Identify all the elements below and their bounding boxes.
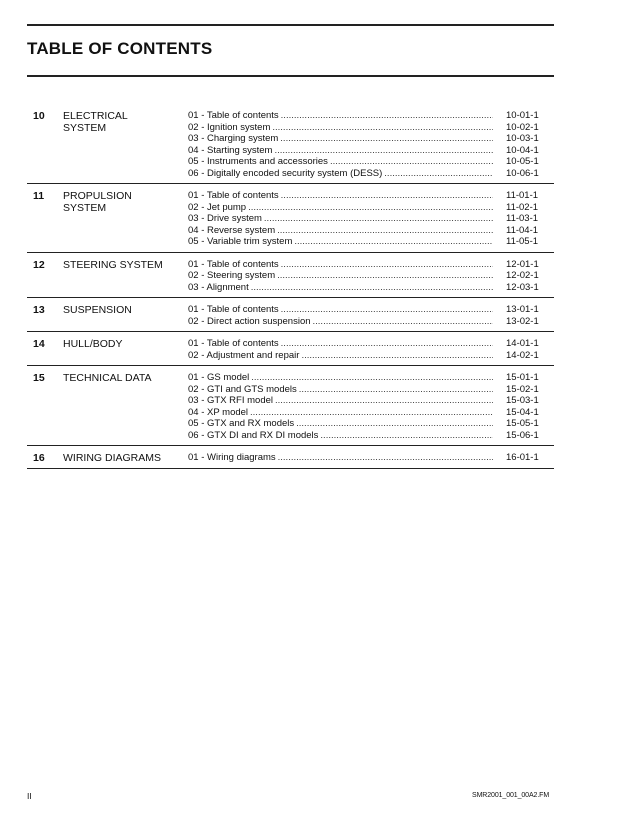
toc-entry[interactable] bbox=[188, 122, 554, 134]
table-of-contents bbox=[27, 104, 554, 469]
section-name bbox=[63, 372, 183, 384]
toc-entry[interactable] bbox=[188, 395, 554, 407]
entry-page: 10-01-1 bbox=[506, 110, 539, 121]
dot-leader bbox=[320, 430, 493, 442]
entry-page: 14-01-1 bbox=[506, 338, 539, 349]
entry-title: 06 - Digitally encoded security system (DESS) bbox=[188, 167, 383, 179]
entry-page: 11-03-1 bbox=[506, 213, 539, 224]
entry-title: 05 - Instruments and accessories bbox=[188, 156, 328, 167]
toc-section bbox=[27, 446, 554, 469]
entry-title: 02 - Steering system bbox=[188, 270, 276, 281]
toc-section bbox=[27, 253, 554, 299]
entry-title: 04 - Starting system bbox=[188, 144, 273, 156]
section-entries bbox=[188, 372, 554, 441]
entry-page: 10-03-1 bbox=[506, 133, 539, 144]
dot-leader bbox=[248, 202, 493, 214]
toc-entry[interactable] bbox=[188, 236, 554, 248]
entry-title: 03 - Charging system bbox=[188, 133, 279, 144]
entry-title: 01 - Table of contents bbox=[188, 190, 279, 201]
toc-entry[interactable] bbox=[188, 418, 554, 430]
dot-leader bbox=[277, 270, 493, 282]
dot-leader bbox=[301, 350, 493, 362]
entry-title: 05 - GTX and RX models bbox=[188, 418, 295, 429]
toc-entry[interactable] bbox=[188, 350, 554, 362]
toc-entry[interactable] bbox=[188, 282, 554, 294]
entry-title: 06 - GTX DI and RX DI models bbox=[188, 429, 319, 441]
entry-page: 12-03-1 bbox=[506, 281, 539, 293]
section-name-line: SYSTEM bbox=[63, 202, 107, 214]
dot-leader bbox=[250, 407, 493, 419]
entry-page: 13-01-1 bbox=[506, 304, 539, 315]
entry-title: 02 - Direct action suspension bbox=[188, 315, 311, 327]
toc-section bbox=[27, 298, 554, 332]
section-name-line: ELECTRICAL bbox=[63, 110, 128, 122]
section-number: 15 bbox=[33, 372, 45, 384]
footer-file-name: SMR2001_001_00A2.FM bbox=[472, 792, 550, 799]
entry-page: 11-05-1 bbox=[506, 236, 539, 247]
section-entries bbox=[188, 110, 554, 179]
section-name bbox=[63, 452, 183, 464]
entry-page: 12-01-1 bbox=[506, 258, 539, 270]
dot-leader bbox=[299, 384, 493, 396]
dot-leader bbox=[384, 168, 493, 180]
dot-leader bbox=[281, 338, 493, 350]
toc-entry[interactable] bbox=[188, 145, 554, 157]
toc-entry[interactable] bbox=[188, 452, 554, 464]
entry-page: 14-02-1 bbox=[506, 349, 539, 361]
section-name bbox=[63, 259, 183, 271]
entry-page: 15-06-1 bbox=[506, 429, 539, 441]
entry-title: 01 - GS model bbox=[188, 372, 250, 383]
section-name-line: PROPULSION bbox=[63, 190, 132, 202]
toc-entry[interactable] bbox=[188, 430, 554, 442]
entry-page: 11-04-1 bbox=[506, 224, 539, 236]
dot-leader bbox=[275, 395, 493, 407]
toc-entry[interactable] bbox=[188, 270, 554, 282]
entry-page: 15-01-1 bbox=[506, 372, 539, 383]
section-number: 14 bbox=[33, 338, 45, 350]
section-entries bbox=[188, 338, 554, 361]
entry-title: 03 - GTX RFI model bbox=[188, 395, 273, 406]
dot-leader bbox=[251, 282, 493, 294]
entry-page: 11-01-1 bbox=[506, 190, 539, 201]
toc-section bbox=[27, 104, 554, 184]
entry-title: 03 - Drive system bbox=[188, 213, 262, 224]
toc-entry[interactable] bbox=[188, 168, 554, 180]
section-name-line: WIRING DIAGRAMS bbox=[63, 452, 162, 464]
section-number: 11 bbox=[33, 190, 45, 202]
section-number: 10 bbox=[33, 110, 45, 122]
title-rule bbox=[27, 75, 554, 77]
section-entries bbox=[188, 190, 554, 248]
entry-title: 01 - Table of contents bbox=[188, 338, 279, 349]
entry-title: 02 - GTI and GTS models bbox=[188, 383, 297, 395]
entry-page: 13-02-1 bbox=[506, 315, 539, 327]
toc-entry[interactable] bbox=[188, 316, 554, 328]
dot-leader bbox=[294, 236, 493, 248]
page-title: TABLE OF CONTENTS bbox=[27, 39, 213, 58]
entry-title: 03 - Alignment bbox=[188, 281, 249, 293]
entry-page: 12-02-1 bbox=[506, 270, 539, 281]
dot-leader bbox=[296, 418, 493, 430]
dot-leader bbox=[281, 259, 493, 271]
dot-leader bbox=[281, 110, 493, 122]
section-name-line: STEERING SYSTEM bbox=[63, 258, 163, 271]
dot-leader bbox=[281, 304, 493, 316]
entry-page: 15-02-1 bbox=[506, 383, 539, 395]
toc-section bbox=[27, 184, 554, 253]
section-entries bbox=[188, 452, 554, 464]
entry-page: 10-04-1 bbox=[506, 144, 539, 156]
dot-leader bbox=[281, 190, 493, 202]
dot-leader bbox=[274, 145, 493, 157]
toc-entry[interactable] bbox=[188, 225, 554, 237]
entry-title: 01 - Table of contents bbox=[188, 110, 279, 121]
entry-title: 02 - Jet pump bbox=[188, 201, 247, 213]
toc-section bbox=[27, 332, 554, 366]
section-name-line: SYSTEM bbox=[63, 122, 107, 134]
entry-title: 05 - Variable trim system bbox=[188, 236, 293, 247]
entry-title: 02 - Ignition system bbox=[188, 121, 271, 133]
section-name bbox=[63, 304, 183, 316]
entry-title: 01 - Table of contents bbox=[188, 304, 279, 315]
dot-leader bbox=[272, 122, 493, 134]
entry-page: 11-02-1 bbox=[506, 201, 539, 213]
entry-page: 10-06-1 bbox=[506, 167, 539, 179]
entry-title: 04 - XP model bbox=[188, 406, 249, 418]
dot-leader bbox=[278, 452, 493, 464]
dot-leader bbox=[330, 156, 493, 168]
entry-title: 04 - Reverse system bbox=[188, 224, 276, 236]
section-entries bbox=[188, 304, 554, 327]
toc-entry[interactable] bbox=[188, 338, 554, 350]
entry-title: 02 - Adjustment and repair bbox=[188, 349, 300, 361]
dot-leader bbox=[264, 213, 493, 225]
entry-page: 15-03-1 bbox=[506, 395, 539, 406]
section-name bbox=[63, 190, 183, 214]
section-number: 16 bbox=[33, 452, 45, 464]
toc-entry[interactable] bbox=[188, 156, 554, 168]
toc-entry[interactable] bbox=[188, 304, 554, 316]
toc-entry[interactable] bbox=[188, 407, 554, 419]
top-rule bbox=[27, 24, 554, 26]
toc-entry[interactable] bbox=[188, 133, 554, 145]
dot-leader bbox=[251, 372, 493, 384]
toc-entry[interactable] bbox=[188, 372, 554, 384]
toc-entry[interactable] bbox=[188, 384, 554, 396]
section-number: 13 bbox=[33, 304, 45, 316]
entry-page: 15-05-1 bbox=[506, 418, 539, 429]
section-entries bbox=[188, 259, 554, 294]
section-name-line: HULL/BODY bbox=[63, 338, 123, 350]
toc-entry[interactable] bbox=[188, 110, 554, 122]
toc-entry[interactable] bbox=[188, 190, 554, 202]
toc-entry[interactable] bbox=[188, 202, 554, 214]
toc-entry[interactable] bbox=[188, 213, 554, 225]
dot-leader bbox=[277, 225, 493, 237]
toc-entry[interactable] bbox=[188, 259, 554, 271]
entry-page: 10-05-1 bbox=[506, 156, 539, 167]
footer-page-number: II bbox=[27, 791, 32, 801]
section-name-line: TECHNICAL DATA bbox=[63, 372, 152, 384]
entry-title: 01 - Wiring diagrams bbox=[188, 452, 276, 463]
entry-title: 01 - Table of contents bbox=[188, 258, 279, 270]
dot-leader bbox=[313, 316, 493, 328]
section-name-line: SUSPENSION bbox=[63, 304, 132, 316]
toc-section bbox=[27, 366, 554, 446]
entry-page: 15-04-1 bbox=[506, 406, 539, 418]
section-name bbox=[63, 338, 183, 350]
section-name bbox=[63, 110, 183, 134]
section-number: 12 bbox=[33, 258, 45, 271]
entry-page: 10-02-1 bbox=[506, 121, 539, 133]
entry-page: 16-01-1 bbox=[506, 452, 539, 463]
dot-leader bbox=[280, 133, 493, 145]
